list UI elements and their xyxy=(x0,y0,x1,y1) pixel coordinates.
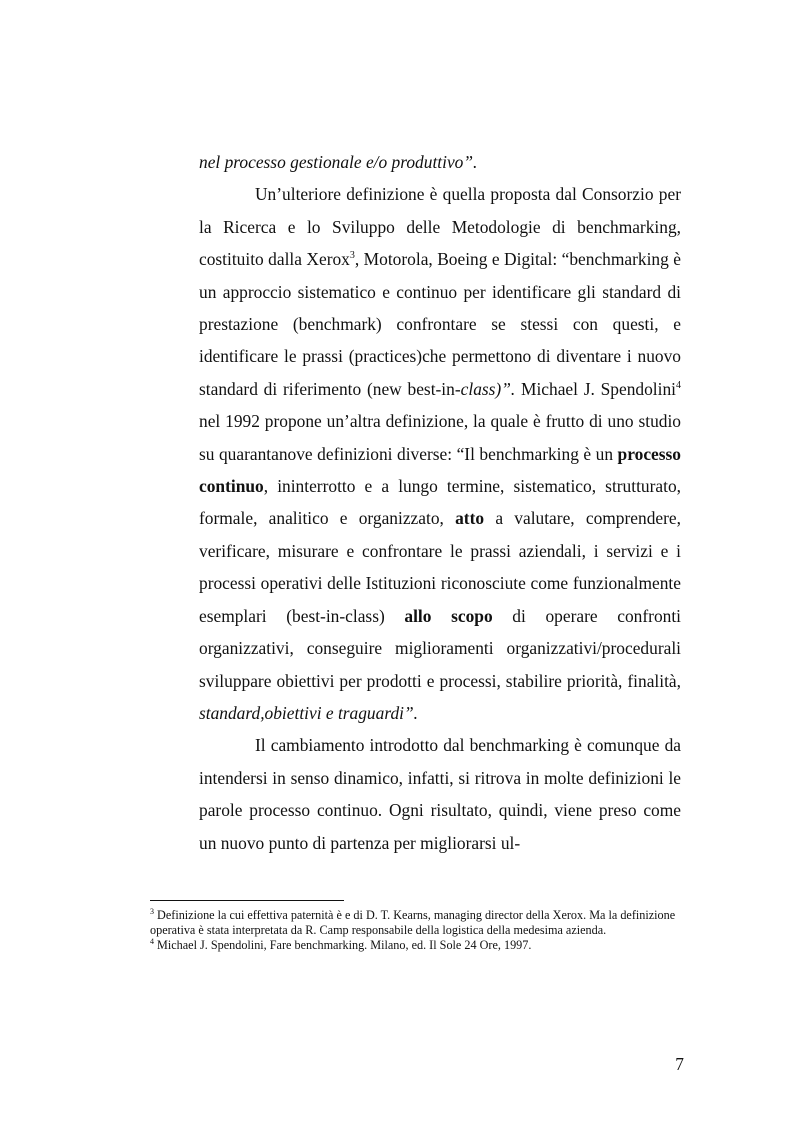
footnotes xyxy=(150,908,682,953)
paragraph-definitions xyxy=(199,178,681,729)
italic-run: standard,obiettivi e traguardi”. xyxy=(199,702,418,723)
page-number: 7 xyxy=(675,1054,684,1074)
footnote-ref-4[interactable]: 4 xyxy=(676,379,681,391)
text-run: nel 1992 propone un’altra definizione, la quale è frutto di uno studio su quarantanove definizioni diverse: “Il benchmarking è un xyxy=(199,411,681,464)
text-run: , ininterrotto e a lungo termine, sistematico, strutturato, formale, analitico e organizzato, xyxy=(199,476,681,529)
text-run: , Motorola, Boeing e Digital: “benchmarking è un approccio sistematico e continuo per identificare gli standard di prestazione (benchmark) confrontare se stessi con questi, e identificare le prassi (practices)che permettono di diventare i nuovo standard di riferimento (new best-in- xyxy=(199,249,681,399)
footnote-marker: 4 xyxy=(150,937,154,946)
text-run: a valutare, comprendere, verificare, misurare e confrontare le prassi aziendali, i servizi e i processi operativi delle Istituzioni riconosciute come funzionalmente esemplari (best-in-class) xyxy=(199,508,681,626)
italic-quote-end: nel processo gestionale e/o produttivo”. xyxy=(199,152,478,172)
text-run: Un’ulteriore definizione è quella proposta dal Consorzio per la Ricerca e lo Sviluppo delle Metodologie di benchmarking, costituito dalla Xerox xyxy=(199,184,681,270)
bold-run: processo continuo xyxy=(199,443,681,497)
footnote-3 xyxy=(150,908,682,938)
body-text xyxy=(199,146,681,859)
footnote-text: Definizione la cui effettiva paternità è e di D. T. Kearns, managing director della Xerox. Ma la definizione operativa è stata interpretata da R. Camp responsabile della logistica della medesima azienda. xyxy=(150,908,676,937)
footnote-marker: 3 xyxy=(150,907,154,916)
footnote-4 xyxy=(150,938,682,953)
paragraph-change: Il cambiamento introdotto dal benchmarking è comunque da intendersi in senso dinamico, infatti, si ritrova in molte definizioni le parole processo continuo. Ogni risultato, quindi, viene preso come un nuovo punto di partenza per migliorarsi ul- xyxy=(199,735,681,853)
paragraph-continuation xyxy=(199,146,681,178)
footnote-text: Michael J. Spendolini, Fare benchmarking. Milano, ed. Il Sole 24 Ore, 1997. xyxy=(154,938,532,952)
italic-run: class)”. xyxy=(460,378,516,399)
bold-run: allo scopo xyxy=(404,605,493,626)
bold-run: atto xyxy=(455,508,485,529)
footnote-separator xyxy=(150,900,344,901)
footnote-ref-3[interactable]: 3 xyxy=(349,250,355,262)
text-run: Michael J. Spendolini xyxy=(515,378,676,399)
text-run: di operare confronti organizzativi, conseguire miglioramenti organizzativi/procedurali sviluppare obiettivi per prodotti e processi, stabilire priorità, finalità, xyxy=(199,605,681,691)
